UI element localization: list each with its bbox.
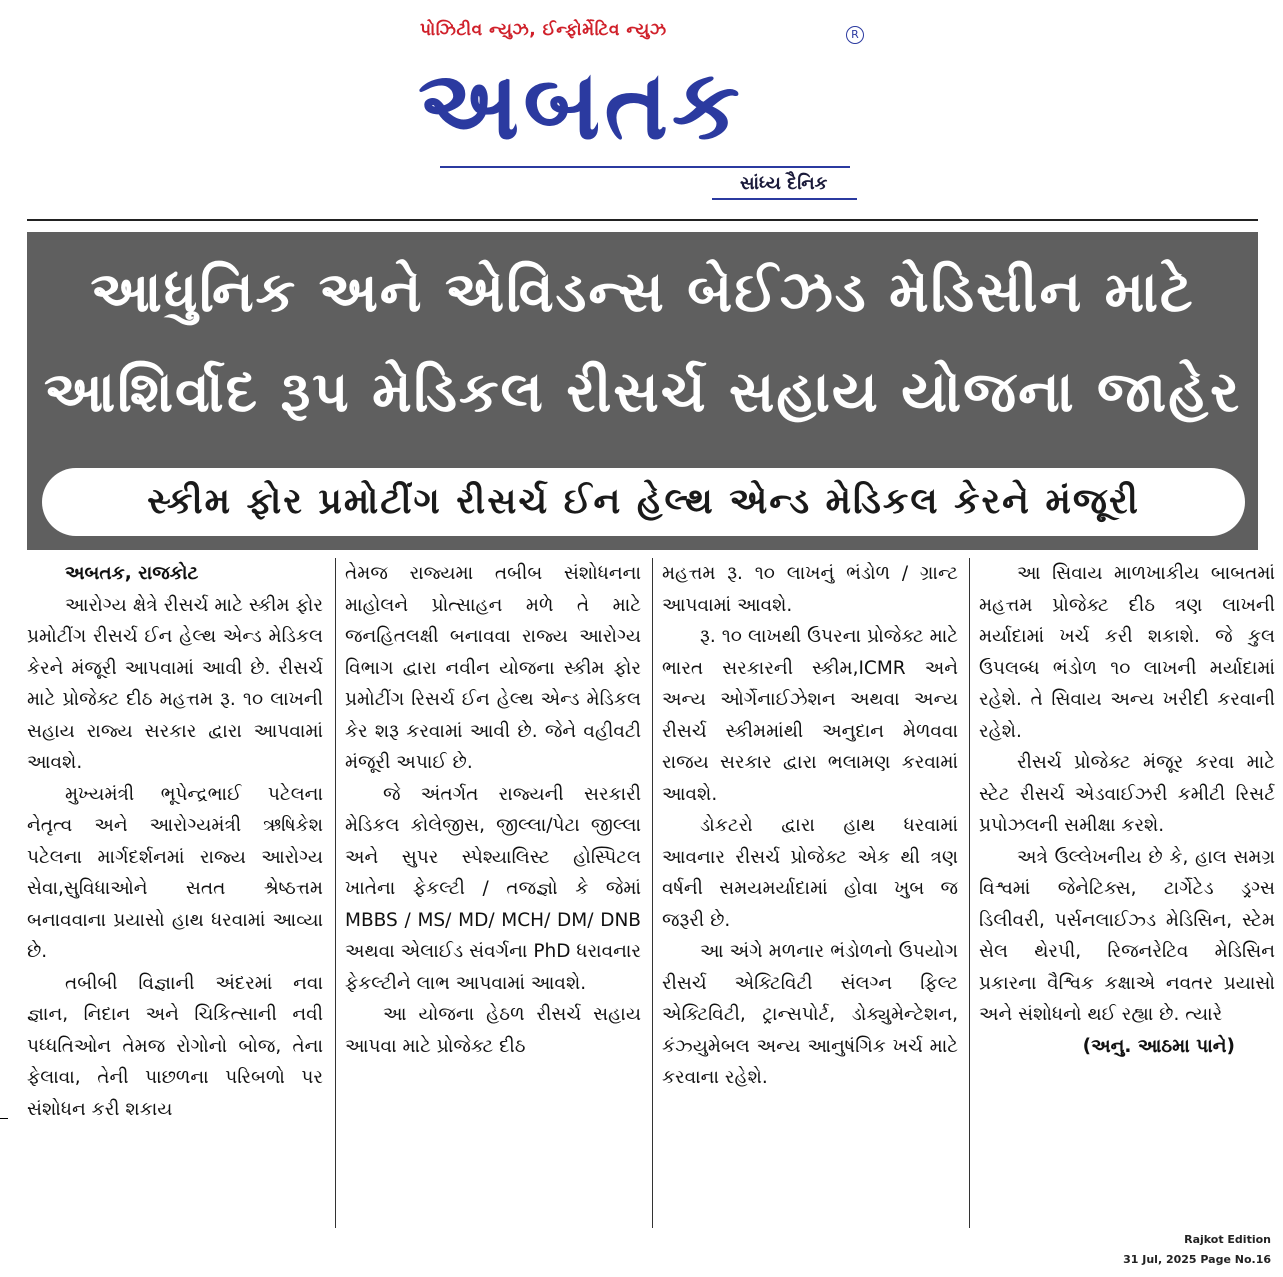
- article-body: [27, 558, 1275, 1238]
- article-column-4: [979, 558, 1275, 1228]
- headline-banner: [27, 232, 1258, 550]
- paragraph: રૂ. ૧૦ લાખથી ઉપરના પ્રોજેક્ટ માટે ભારત સરકારની સ્કીમ,ICMR અને અન્ય ઓર્ગેનાઈઝેશન અથવા અન્ય રીસર્ચ સ્કીમમાંથી અનુદાન મેળવવા રાજય સરકાર દ્વારા ભલામણ કરવામાં આવશે.: [662, 626, 958, 805]
- article-column-1: [27, 558, 323, 1228]
- masthead-tagline: પોઝિટીવ ન્યુઝ, ઈન્ફોર્મેટિવ ન્યુઝ: [420, 20, 667, 40]
- headline-line-2: આશિર્વાદ રૂપ મેડિકલ રીસર્ચ સહાય યોજના જાહેર: [43, 360, 1242, 425]
- sub-brand-underline: [712, 198, 857, 200]
- paragraph: મહત્તમ રૂ. ૧૦ લાખનું ભંડોળ / ગ્રાન્ટ આપવામાં આવશે.: [662, 563, 958, 616]
- continued-on-page: (અનુ. આઠમા પાને): [1082, 1035, 1235, 1057]
- paragraph: મુખ્યમંત્રી ભૂપેન્દ્રભાઈ પટેલના નેતૃત્વ અને આરોગ્યમંત્રી ઋષિકેશ પટેલના માર્ગદર્શનમાં રાજ્ય આરોગ્ય સેવા,સુવિધાઓને સતત શ્રેષ્ઠત્તમ બનાવવાના પ્રયાસો હાથ ધરવામાં આવ્યા છે.: [27, 783, 323, 962]
- newspaper-logo: અબતક: [418, 49, 744, 161]
- margin-mark: [0, 1118, 8, 1119]
- edition-info: [1123, 1230, 1271, 1270]
- column-divider: [335, 558, 336, 1228]
- edition-date-page: 31 Jul, 2025 Page No.16: [1123, 1253, 1271, 1266]
- masthead: [0, 0, 1283, 220]
- masthead-divider: [27, 219, 1258, 221]
- edition-name: Rajkot Edition: [1184, 1233, 1271, 1246]
- paragraph: રીસર્ચ પ્રોજેક્ટ મંજૂર કરવા માટે સ્ટેટ રીસર્ચ એડવાઈઝરી કમીટી રિસર્ટ પ્રપોઝલની સમીક્ષા કરશે.: [979, 752, 1275, 836]
- paragraph: જે અંતર્ગત રાજ્યની સરકારી મેડિકલ કોલેજીસ, જીલ્લા/પેટા જીલ્લા અને સુપર સ્પેશ્યાલિસ્ટ હોસ્પિટલ ખાતેના ફેકલ્ટી / તજજ્ઞો કે જેમાં MBBS / MS/ MD/ MCH/ DM/ DNB અથવા એલાઈડ સંવર્ગના PhD ધરાવનાર ફેકલ્ટીને લાભ આપવામાં આવશે.: [345, 783, 641, 994]
- headline-line-1: આધુનિક અને એવિડન્સ બેઈઝડ મેડિસીન માટે: [90, 260, 1195, 325]
- paragraph: અત્રે ઉલ્લેખનીય છે કે, હાલ સમગ્ર વિશ્વમાં જેનેટિક્સ, ટાર્ગેટેડ ડ્રગ્સ ડિલીવરી, પર્સનલાઈઝ્ડ મેડિસિન, સ્ટેમ સેલ થેરપી, રિજનરેટિવ મેડિસિન પ્રકારના વૈશ્વિક કક્ષાએ નવતર પ્રયાસો અને સંશોધનો થઈ રહ્યા છે. ત્યારે: [979, 846, 1275, 1025]
- masthead-sub-brand: સાંધ્ય દૈનિક: [740, 173, 828, 194]
- paragraph: આ સિવાય માળખાકીય બાબતમાં મહત્તમ પ્રોજેક્ટ દીઠ ત્રણ લાખની મર્યાદામાં ખર્ચ કરી શકાશે. જે કુલ ઉપલબ્ધ ભંડોળ ૧૦ લાખની મર્યાદામાં રહેશે. તે સિવાય અન્ય ખરીદી કરવાની રહેશે.: [979, 563, 1275, 742]
- paragraph: આરોગ્ય ક્ષેત્રે રીસર્ચ માટે સ્કીમ ફોર પ્રમોટીંગ રીસર્ચ ઈન હેલ્થ એન્ડ મેડિકલ કેરને મંજૂરી આપવામાં આવી છે. રીસર્ચ માટે પ્રોજેક્ટ દીઠ મહત્તમ રૂ. ૧૦ લાખની સહાય રાજ્ય સરકાર દ્વારા આપવામાં આવશે.: [27, 594, 323, 773]
- column-divider: [652, 558, 653, 1228]
- dateline: અબતક, રાજકોટ: [65, 563, 199, 584]
- article-column-3: [662, 558, 958, 1228]
- paragraph: આ અંગે મળનાર ભંડોળનો ઉપયોગ રીસર્ચ એક્ટિવિટી સંલગ્ન ફિલ્ટ એક્ટિવિટી, ટ્રાન્સપોર્ટ, ડોક્યુમેન્ટેશન, કંઝ્યુમેબલ અન્ય આનુષંગિક ખર્ચ માટે કરવાના રહેશે.: [662, 941, 958, 1088]
- registered-mark-icon: R: [846, 26, 864, 44]
- paragraph: આ યોજના હેઠળ રીસર્ચ સહાય આપવા માટે પ્રોજેક્ટ દીઠ: [345, 1004, 641, 1057]
- column-divider: [969, 558, 970, 1228]
- logo-underline: [440, 166, 850, 168]
- subheadline: સ્કીમ ફોર પ્રમોટીંગ રીસર્ચ ઈન હેલ્થ એન્ડ મેડિકલ કેરને મંજૂરી: [42, 468, 1245, 536]
- paragraph: ડોકટરો દ્વારા હાથ ધરવામાં આવનાર રીસર્ચ પ્રોજેક્ટ એક થી ત્રણ વર્ષની સમયમર્યાદામાં હોવા ખુબ જ જરૂરી છે.: [662, 815, 958, 931]
- paragraph: તબીબી વિજ્ઞાની અંદરમાં નવા જ્ઞાન, નિદાન અને ચિકિત્સાની નવી પધ્ધતિઓન તેમજ રોગોનો બોજ, તેના ફેલાવા, તેની પાછળના પરિબળો પર સંશોધન કરી શકાય: [27, 972, 323, 1120]
- paragraph: તેમજ રાજ્યમા તબીબ સંશોધનના માહોલને પ્રોત્સાહન મળે તે માટે જનહિતલક્ષી બનાવવા રાજ્ય આરોગ્ય વિભાગ દ્વારા નવીન યોજના સ્કીમ ફોર પ્રમોટીંગ રિસર્ચ ઈન હેલ્થ એન્ડ મેડિકલ કેર શરૂ કરવામાં આવી છે. જેને વહીવટી મંજૂરી અપાઈ છે.: [345, 563, 641, 773]
- article-column-2: [345, 558, 641, 1228]
